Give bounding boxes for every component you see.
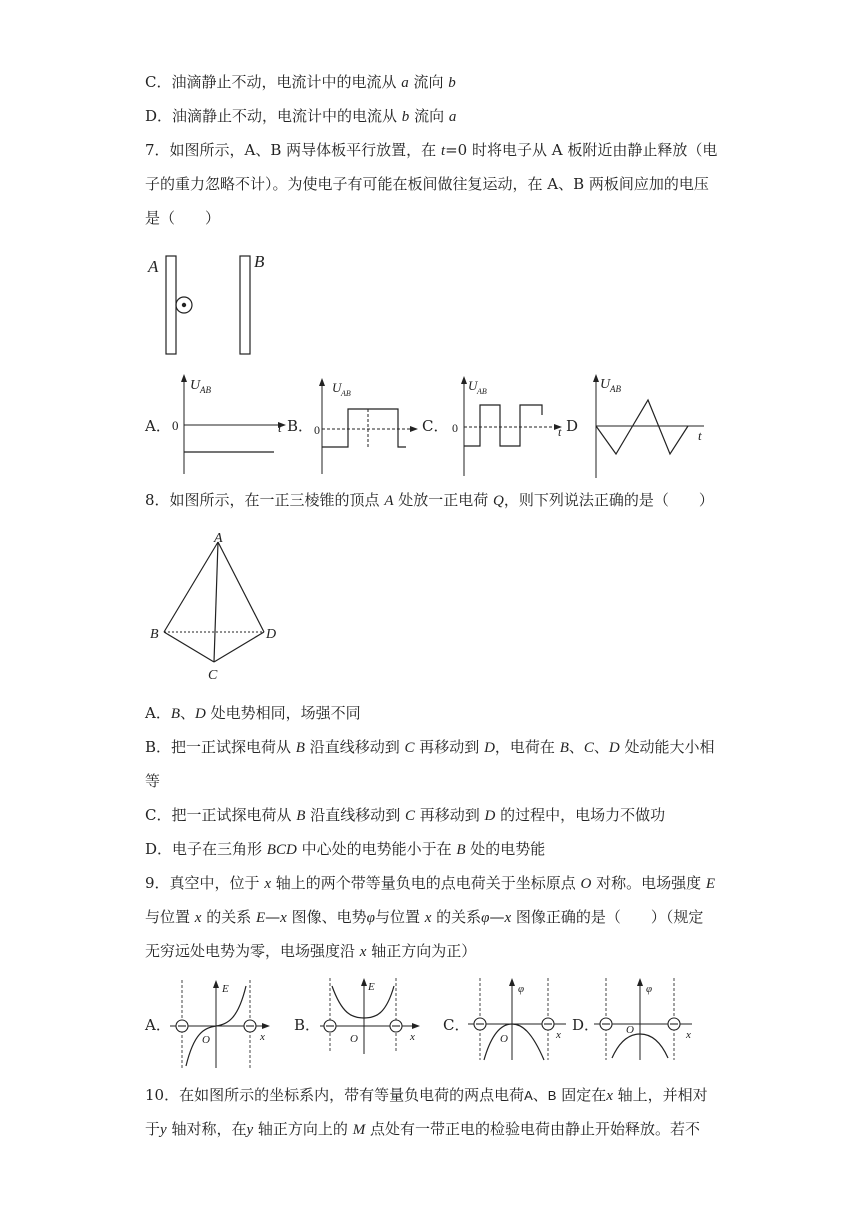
svg-text:0: 0 xyxy=(452,421,458,435)
q6-option-d: D．油滴静止不动，电流计中的电流从 b 流向 a xyxy=(145,107,457,125)
svg-text:t: t xyxy=(278,420,282,435)
q9-graph-b xyxy=(320,976,428,1056)
q9-stem-line2: 与位置 x 的关系 E—x 图像、电势φ与位置 x 的关系φ—x 图像正确的是（ ）（规定 xyxy=(145,908,704,926)
svg-text:x: x xyxy=(686,1029,691,1041)
q7-graph-b xyxy=(310,376,422,476)
svg-text:O: O xyxy=(626,1024,634,1036)
svg-text:t: t xyxy=(558,425,562,439)
plate-a-label: A xyxy=(148,257,159,276)
q7-stem-line3: 是（ ） xyxy=(145,209,221,227)
q7-graph-c xyxy=(452,374,568,478)
curve xyxy=(332,986,394,1018)
q9-option-a-label: A． xyxy=(145,1016,171,1034)
q8-stem: 8．如图所示，在一正三棱锥的顶点 A 处放一正电荷 Q，则下列说法正确的是（ ） xyxy=(145,491,714,509)
q7-option-a-label: A． xyxy=(145,417,171,435)
q10-stem-line2: 于y 轴对称，在y 轴正方向上的 M 点处有一带正电的检验电荷由静止开始释放。若不 xyxy=(145,1120,700,1138)
q7-stem-line1: 7．如图所示，A、B 两导体板平行放置，在 t=0 时将电子从 A 板附近由静止释放（电 xyxy=(145,141,718,159)
q8-tetrahedron-figure xyxy=(146,530,286,682)
vertex-c-label: C xyxy=(208,668,218,683)
vertex-a-label: A xyxy=(214,531,223,546)
svg-text:φ: φ xyxy=(518,983,525,995)
svg-text:U: U xyxy=(332,380,342,395)
svg-text:0: 0 xyxy=(314,423,320,437)
plate-a xyxy=(166,256,176,354)
q7-graph-d xyxy=(586,372,712,480)
plate-b-label: B xyxy=(254,252,265,271)
q7-option-c-label: C． xyxy=(422,417,449,435)
svg-text:O: O xyxy=(500,1033,508,1045)
q7-plates-figure xyxy=(140,250,280,360)
svg-text:U: U xyxy=(468,378,478,393)
svg-text:AB: AB xyxy=(200,385,211,395)
q8-option-b-cont: 等 xyxy=(145,772,161,790)
svg-text:x: x xyxy=(260,1031,265,1043)
q9-stem-line1: 9．真空中，位于 x 轴上的两个带等量负电的点电荷关于坐标原点 O 对称。电场强度 E xyxy=(145,874,716,892)
q8-option-d: D．电子在三角形 BCD 中心处的电势能小于在 B 处的电势能 xyxy=(145,840,546,858)
q7-option-b-label: B． xyxy=(287,417,314,435)
svg-text:U: U xyxy=(190,378,201,393)
svg-text:O: O xyxy=(202,1034,210,1046)
q8-option-a: A．B、D 处电势相同，场强不同 xyxy=(145,704,361,722)
svg-text:E: E xyxy=(222,983,229,995)
vertex-b-label: B xyxy=(150,627,159,642)
q9-option-c-label: C． xyxy=(443,1016,470,1034)
voltage-waveform xyxy=(596,400,688,454)
q9-graph-d xyxy=(592,976,700,1062)
q8-option-b: B．把一正试探电荷从 B 沿直线移动到 C 再移动到 D，电荷在 B、C、D 处动能大小相 xyxy=(145,738,715,756)
q10-stem-line1: 10．在如图所示的坐标系内，带有等量负电荷的两点电荷A、B 固定在x 轴上，并相对 xyxy=(145,1086,708,1104)
svg-text:AB: AB xyxy=(610,384,621,394)
svg-text:U: U xyxy=(600,377,611,392)
voltage-waveform xyxy=(322,409,406,447)
q9-graph-a xyxy=(168,978,278,1070)
voltage-waveform xyxy=(464,405,542,446)
svg-text:AB: AB xyxy=(341,389,351,398)
svg-text:t: t xyxy=(698,428,702,443)
q6-option-c: C．油滴静止不动，电流计中的电流从 a 流向 b xyxy=(145,73,456,91)
plate-b xyxy=(240,256,250,354)
svg-text:AB: AB xyxy=(477,387,487,396)
q9-graph-c xyxy=(466,976,574,1062)
curve xyxy=(484,1024,544,1060)
svg-text:x: x xyxy=(410,1031,415,1043)
q7-option-d-label: D xyxy=(566,417,579,435)
q9-stem-line3: 无穷远处电势为零，电场强度沿 x 轴正方向为正） xyxy=(145,942,477,960)
svg-text:0: 0 xyxy=(172,418,179,433)
svg-text:O: O xyxy=(350,1033,358,1045)
vertex-d-label: D xyxy=(266,627,277,642)
q9-option-b-label: B． xyxy=(294,1016,321,1034)
svg-text:x: x xyxy=(556,1029,561,1041)
q7-graph-a xyxy=(170,372,290,477)
q7-stem-line2: 子的重力忽略不计）。为使电子有可能在板间做往复运动，在 A、B 两板间应加的电压 xyxy=(145,175,709,193)
svg-text:E: E xyxy=(368,981,375,993)
q9-option-d-label: D． xyxy=(572,1016,600,1034)
svg-text:φ: φ xyxy=(646,983,653,995)
q8-option-c: C．把一正试探电荷从 B 沿直线移动到 C 再移动到 D 的过程中，电场力不做功 xyxy=(145,806,666,824)
